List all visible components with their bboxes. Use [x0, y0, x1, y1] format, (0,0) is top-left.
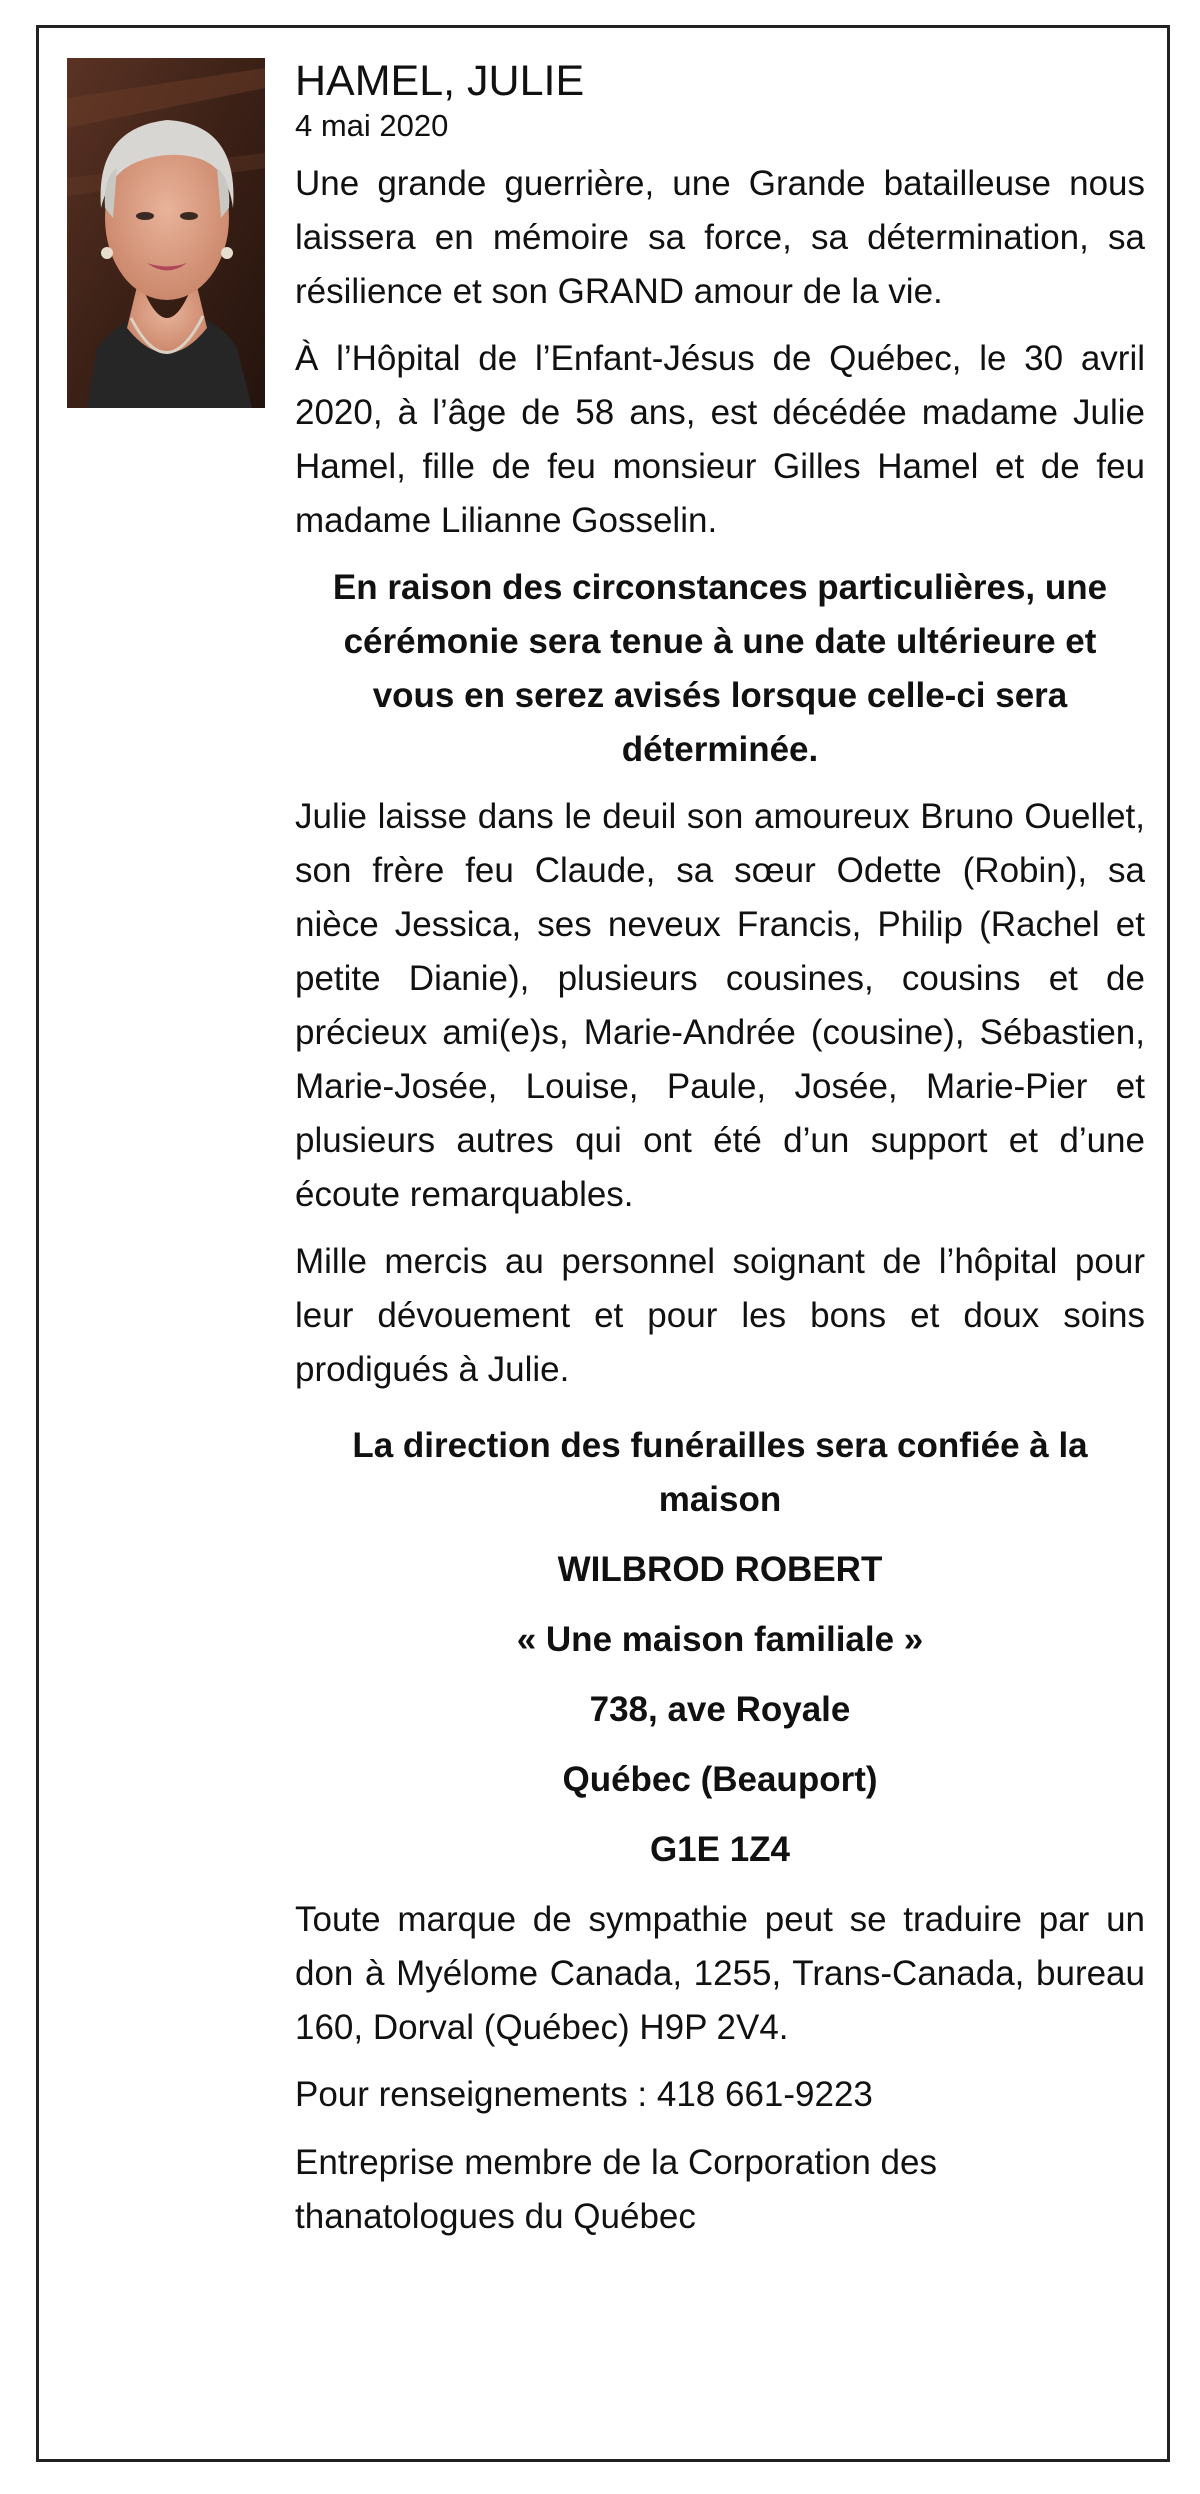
publication-date: 4 mai 2020	[295, 108, 449, 143]
portrait-photo	[67, 58, 265, 408]
intro-paragraph: Une grande guerrière, une Grande batailleuse nous laissera en mémoire sa force, sa détermination, sa résilience et son GRAND amour de la vie.	[295, 164, 1145, 311]
funeral-home-postal: G1E 1Z4	[649, 1830, 791, 1869]
death-paragraph: À l’Hôpital de l’Enfant-Jésus de Québec, le 30 avril 2020, à l’âge de 58 ans, est décédée madame Julie Hamel, fille de feu monsieur Gilles Hamel et de feu madame Lilianne Gosselin.	[295, 339, 1145, 540]
info-line: Pour renseignements : 418 661-9223	[295, 2075, 873, 2114]
member-line: Entreprise membre de la Corporation des thanatologues du Québec	[295, 2143, 937, 2236]
thanks-paragraph: Mille mercis au personnel soignant de l’hôpital pour leur dévouement et pour les bons et doux soins prodigués à Julie.	[295, 1242, 1145, 1389]
notice-content	[295, 55, 1145, 2258]
funeral-home-city: Québec (Beauport)	[562, 1760, 878, 1799]
funeral-home-slogan: « Une maison familiale »	[516, 1620, 924, 1659]
family-paragraph: Julie laisse dans le deuil son amoureux Bruno Ouellet, son frère feu Claude, sa sœur Odette (Robin), sa nièce Jessica, ses neveux Francis, Philip (Rachel et petite Dianie), plusieurs cousines, cousins et de précieux ami(e)s, Marie-Andrée (cousine), Sébastien, Marie-Josée, Louise, Paule, Josée, Marie-Pier et plusieurs autres qui ont été d’un support et d’une écoute remarquables.	[295, 797, 1145, 1214]
funeral-home-name: WILBROD ROBERT	[557, 1550, 883, 1589]
deceased-name: HAMEL, JULIE	[295, 57, 585, 105]
funeral-direction: La direction des funérailles sera confiée à la maison	[352, 1426, 1088, 1519]
ceremony-notice: En raison des circonstances particulières, une cérémonie sera tenue à une date ultérieure et vous en serez avisés lorsque celle-ci sera déterminée.	[332, 568, 1108, 769]
donation-paragraph: Toute marque de sympathie peut se traduire par un don à Myélome Canada, 1255, Trans-Canada, bureau 160, Dorval (Québec) H9P 2V4.	[295, 1900, 1145, 2047]
funeral-home-address: 738, ave Royale	[589, 1690, 851, 1729]
